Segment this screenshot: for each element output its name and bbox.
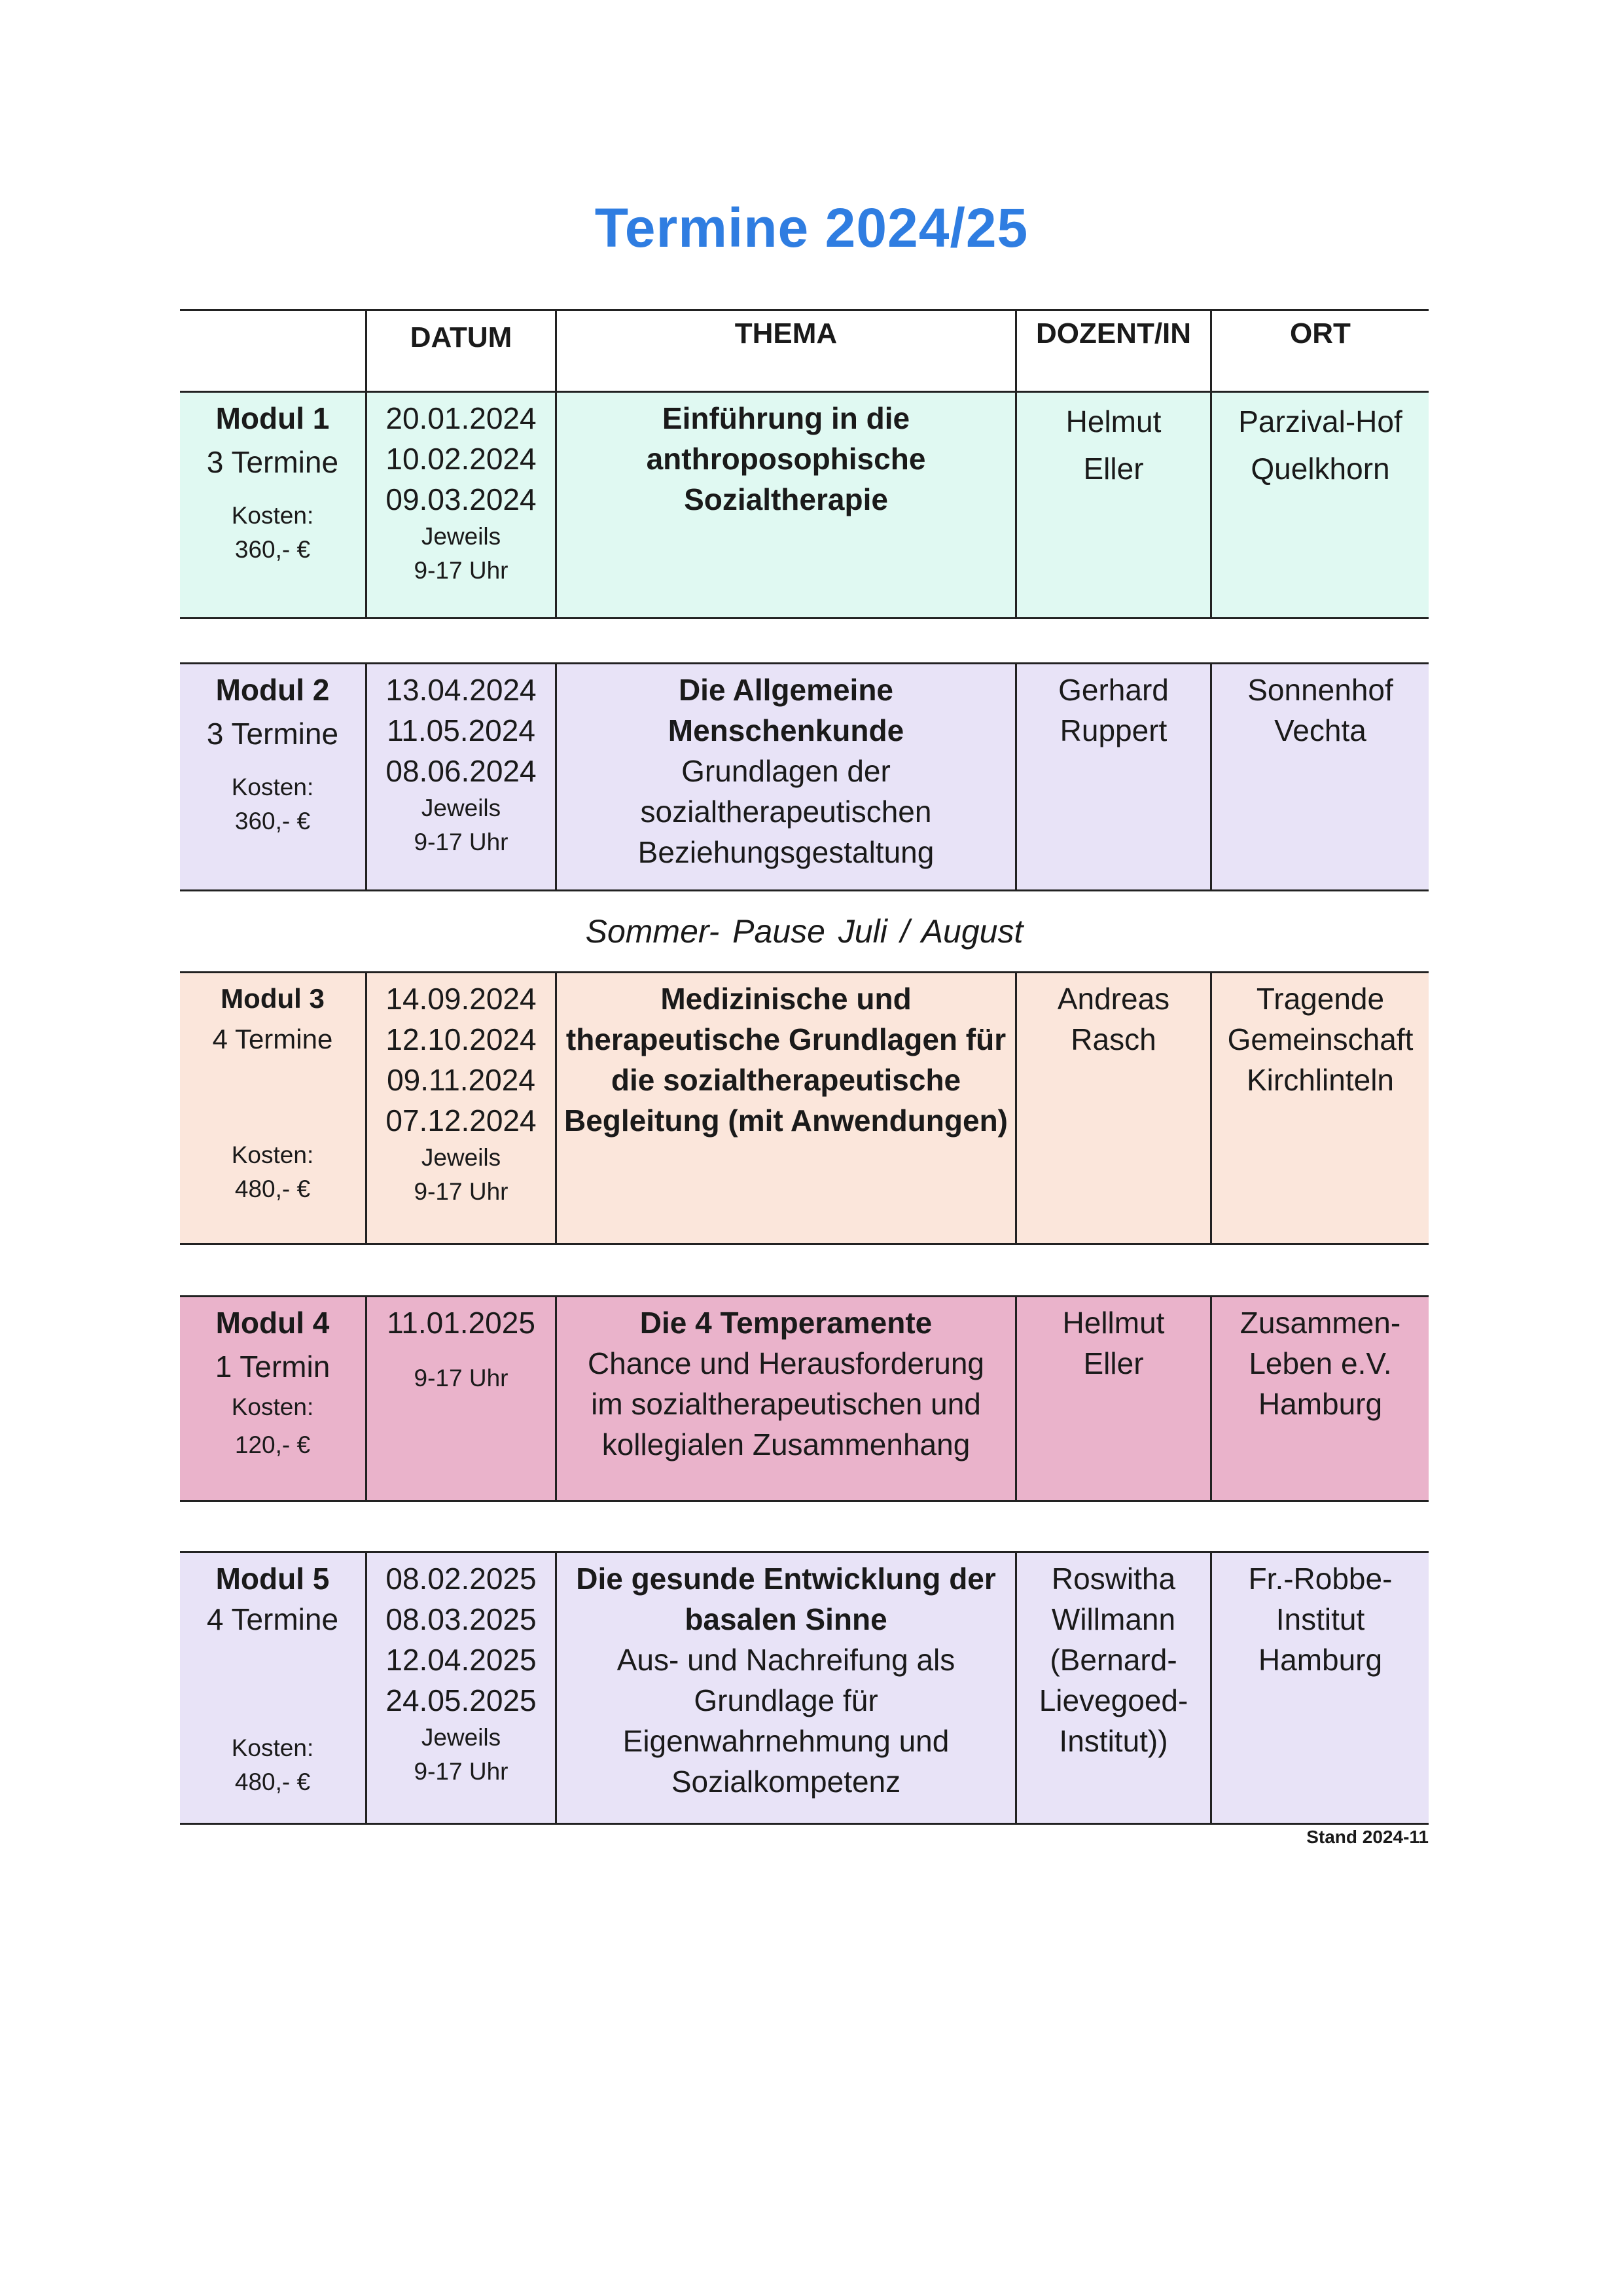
module-lecturer <box>1015 973 1210 1243</box>
module-dates <box>365 664 555 889</box>
lecturer-line: Gerhard <box>1058 673 1169 707</box>
place-line: Parzival-Hof <box>1238 404 1402 439</box>
time-label: 9-17 Uhr <box>414 1178 508 1205</box>
lecturer-line: Eller <box>1083 1346 1144 1380</box>
lecturer-line: Institut)) <box>1059 1724 1168 1758</box>
header-dozent: DOZENT/IN <box>1015 311 1210 391</box>
module-lecturer <box>1015 664 1210 889</box>
cost-value: 480,- € <box>234 1768 311 1795</box>
lecturer-line: Lievegoed- <box>1039 1683 1188 1717</box>
place-line: Hamburg <box>1258 1387 1383 1421</box>
topic-line: Beziehungsgestaltung <box>637 835 935 869</box>
header-datum: DATUM <box>365 311 555 391</box>
header-module <box>180 311 365 391</box>
module-lecturer <box>1015 1297 1210 1500</box>
place-line: Gemeinschaft <box>1227 1022 1414 1056</box>
cost-label: Kosten: <box>231 502 314 529</box>
module-topic <box>555 973 1015 1243</box>
module-place <box>1210 393 1429 617</box>
topic-line: Eigenwahrnehmung und <box>622 1724 950 1758</box>
module-lecturer <box>1015 1553 1210 1823</box>
date: 13.04.2024 <box>385 673 537 707</box>
topic-line: Die Allgemeine <box>678 673 894 707</box>
topic-line: Begleitung (mit Anwendungen) <box>563 1103 1008 1138</box>
date: 09.03.2024 <box>385 482 537 516</box>
module-row-5 <box>180 1551 1429 1825</box>
date: 09.11.2024 <box>387 1063 535 1097</box>
module-dates <box>365 1553 555 1823</box>
place-line: Sonnenhof <box>1247 673 1393 707</box>
module-dates <box>365 1297 555 1500</box>
module-count: 1 Termin <box>215 1350 330 1384</box>
module-name: Modul 5 <box>215 1562 330 1596</box>
place-line: Fr.-Robbe- <box>1248 1562 1393 1596</box>
time-label: 9-17 Uhr <box>414 829 508 855</box>
date: 11.01.2025 <box>387 1306 535 1340</box>
topic-line: Sozialtherapie <box>684 482 888 516</box>
topic-line: Die gesunde Entwicklung der <box>576 1562 996 1596</box>
module-topic <box>555 664 1015 889</box>
date: 12.10.2024 <box>385 1022 537 1056</box>
date: 20.01.2024 <box>385 401 537 435</box>
module-info <box>180 664 365 889</box>
each-label: Jeweils <box>421 1724 501 1751</box>
lecturer-line: (Bernard- <box>1050 1643 1177 1677</box>
topic-line: im sozialtherapeutischen und <box>591 1387 981 1421</box>
lecturer-line: Hellmut <box>1062 1306 1165 1340</box>
lecturer-line: Ruppert <box>1060 713 1168 747</box>
topic-line: Grundlage für <box>694 1683 878 1717</box>
date: 11.05.2024 <box>387 713 535 747</box>
module-name: Modul 2 <box>215 673 330 707</box>
cost-label: Kosten: <box>231 1734 314 1761</box>
each-label: Jeweils <box>421 795 501 821</box>
place-line: Kirchlinteln <box>1247 1063 1394 1097</box>
time-label: 9-17 Uhr <box>414 1758 508 1785</box>
module-info <box>180 1553 365 1823</box>
module-count: 3 Termine <box>206 717 339 751</box>
cost-label: Kosten: <box>231 1141 314 1168</box>
date: 24.05.2025 <box>385 1683 537 1717</box>
module-count: 4 Termine <box>212 1024 333 1054</box>
module-dates <box>365 973 555 1243</box>
topic-line: Menschenkunde <box>668 713 904 747</box>
module-row-1 <box>180 391 1429 619</box>
each-label: Jeweils <box>421 523 501 550</box>
cost-value: 120,- € <box>234 1431 311 1458</box>
time-label: 9-17 Uhr <box>414 557 508 584</box>
module-info <box>180 393 365 617</box>
place-line: Hamburg <box>1258 1643 1383 1677</box>
topic-line: kollegialen Zusammenhang <box>601 1427 971 1462</box>
summer-pause-note: Sommer- Pause Juli / August <box>585 913 1024 950</box>
date: 07.12.2024 <box>385 1103 537 1138</box>
module-topic <box>555 1553 1015 1823</box>
module-lecturer <box>1015 393 1210 617</box>
module-row-4 <box>180 1295 1429 1502</box>
lecturer-line: Andreas <box>1057 982 1170 1016</box>
topic-line: anthroposophische <box>646 442 926 476</box>
topic-line: Grundlagen der <box>681 754 891 788</box>
module-topic <box>555 1297 1015 1500</box>
place-line: Tragende <box>1256 982 1385 1016</box>
date: 08.06.2024 <box>385 754 537 788</box>
date: 12.04.2025 <box>385 1643 537 1677</box>
place-line: Institut <box>1275 1602 1365 1636</box>
module-topic <box>555 393 1015 617</box>
date: 08.02.2025 <box>385 1562 537 1596</box>
topic-line: Einführung in die <box>662 401 910 435</box>
topic-line: Aus- und Nachreifung als <box>616 1643 955 1677</box>
each-label <box>367 1343 555 1361</box>
module-count: 3 Termine <box>206 445 339 479</box>
stand-note: Stand 2024-11 <box>1306 1827 1429 1847</box>
topic-line: Sozialkompetenz <box>671 1765 901 1799</box>
place-line: Zusammen- <box>1240 1306 1401 1340</box>
lecturer-line: Eller <box>1083 452 1144 486</box>
cost-label: Kosten: <box>231 1393 314 1420</box>
topic-line: sozialtherapeutischen <box>640 795 932 829</box>
cost-value: 360,- € <box>234 536 311 563</box>
module-info <box>180 1297 365 1500</box>
cost-value: 480,- € <box>234 1175 311 1202</box>
module-place <box>1210 973 1429 1243</box>
page-title: Termine 2024/25 <box>594 197 1029 259</box>
date: 10.02.2024 <box>385 442 537 476</box>
module-name: Modul 3 <box>221 983 325 1014</box>
lecturer-line: Rasch <box>1071 1022 1156 1056</box>
module-place <box>1210 1553 1429 1823</box>
place-line: Vechta <box>1274 713 1366 747</box>
module-row-3 <box>180 971 1429 1245</box>
topic-line: Medizinische und <box>660 982 912 1016</box>
topic-line: therapeutische Grundlagen für <box>565 1022 1007 1056</box>
module-count: 4 Termine <box>206 1602 339 1636</box>
module-name: Modul 1 <box>215 401 330 435</box>
date: 14.09.2024 <box>385 982 537 1016</box>
topic-line: Die 4 Temperamente <box>639 1306 933 1340</box>
header-ort: ORT <box>1210 311 1429 391</box>
topic-line: basalen Sinne <box>685 1602 887 1636</box>
module-row-2 <box>180 662 1429 891</box>
module-name: Modul 4 <box>215 1306 330 1340</box>
lecturer-line: Willmann <box>1051 1602 1176 1636</box>
module-place <box>1210 1297 1429 1500</box>
topic-line: die sozialtherapeutische <box>611 1063 961 1097</box>
topic-line: Chance und Herausforderung <box>587 1346 985 1380</box>
date: 08.03.2025 <box>385 1602 537 1636</box>
cost-value: 360,- € <box>234 808 311 834</box>
each-label: Jeweils <box>421 1144 501 1171</box>
lecturer-line: Roswitha <box>1051 1562 1176 1596</box>
module-info <box>180 973 365 1243</box>
place-line: Leben e.V. <box>1249 1346 1392 1380</box>
time-label: 9-17 Uhr <box>414 1365 508 1391</box>
header-thema: THEMA <box>555 311 1015 391</box>
table-header <box>180 309 1429 393</box>
module-dates <box>365 393 555 617</box>
module-place <box>1210 664 1429 889</box>
place-line: Quelkhorn <box>1251 452 1390 486</box>
lecturer-line: Helmut <box>1065 404 1162 439</box>
cost-label: Kosten: <box>231 774 314 800</box>
